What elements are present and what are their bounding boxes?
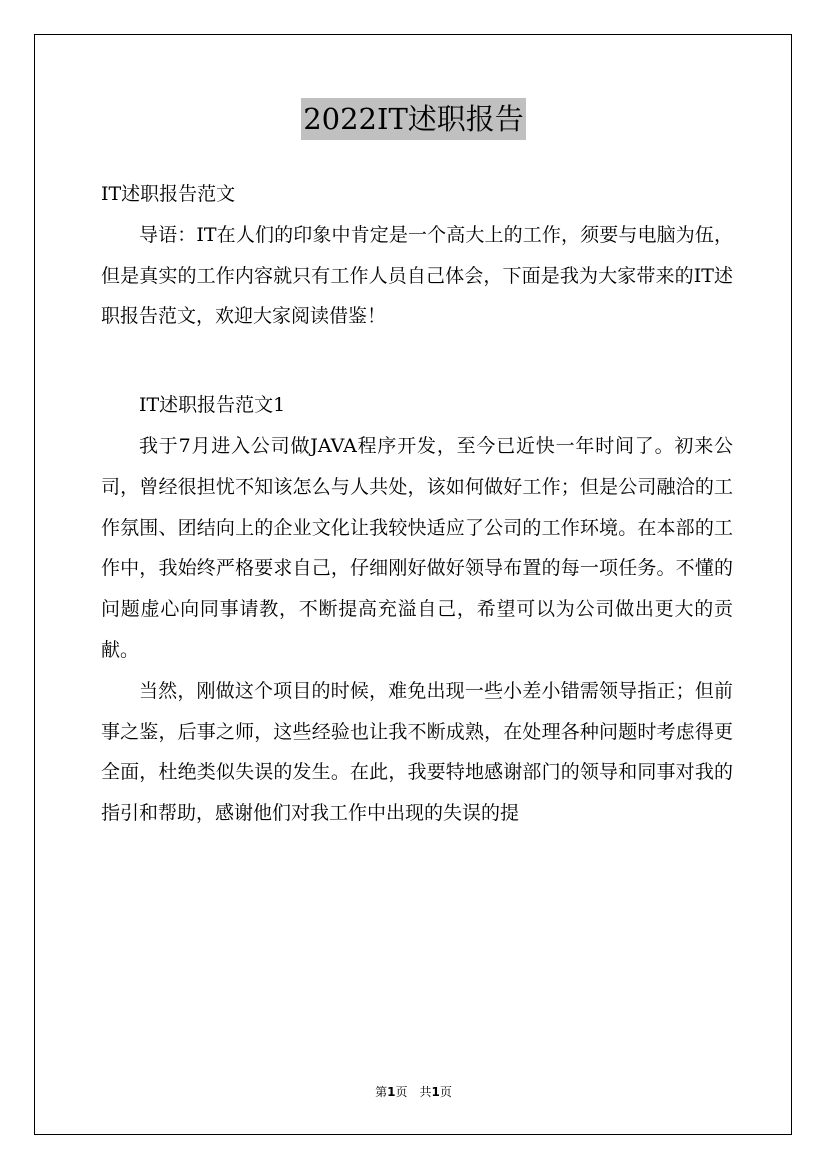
title-container: [0, 98, 827, 140]
page-footer: [0, 1083, 827, 1100]
footer-page-prefix: 第: [375, 1085, 388, 1099]
footer-page-total: 1: [431, 1085, 440, 1099]
body-paragraph-1: 我于7月进入公司做JAVA程序开发，至今已近快一年时间了。初来公司，曾经很担忧不知该怎么与人共处，该如何做好工作；但是公司融洽的工作氛围、团结向上的企业文化让我较快适应了公司的工作环境。在本部的工作中，我始终严格要求自己，仔细刚好做好领导布置的每一项任务。不懂的问题虚心向同事请教，不断提高充溢自己，希望可以为公司做出更大的贡献。: [101, 434, 733, 661]
intro-paragraph: 导语：IT在人们的印象中肯定是一个高大上的工作，须要与电脑为伍，但是真实的工作内容就只有工作人员自己体会，下面是我为大家带来的IT述职报告范文，欢迎大家阅读借鉴！: [101, 223, 733, 328]
footer-total-suffix: 页: [439, 1085, 452, 1099]
footer-page-suffix: 页: [395, 1085, 408, 1099]
document-body: [101, 174, 733, 834]
document-title: 2022IT述职报告: [301, 98, 526, 140]
footer-total-prefix: 共: [419, 1085, 432, 1099]
body-paragraph-2: 当然，刚做这个项目的时候，难免出现一些小差小错需领导指正；但前事之鉴，后事之师，这些经验也让我不断成熟，在处理各种问题时考虑得更全面，杜绝类似失误的发生。在此，我要特地感谢部门的领导和同事对我的指引和帮助，感谢他们对我工作中出现的失误的提: [101, 679, 733, 825]
blank-line: [101, 337, 733, 385]
section-heading: IT述职报告范文1: [139, 394, 286, 417]
footer-page-current: 1: [387, 1085, 396, 1099]
subtitle: IT述职报告范文: [101, 183, 236, 205]
